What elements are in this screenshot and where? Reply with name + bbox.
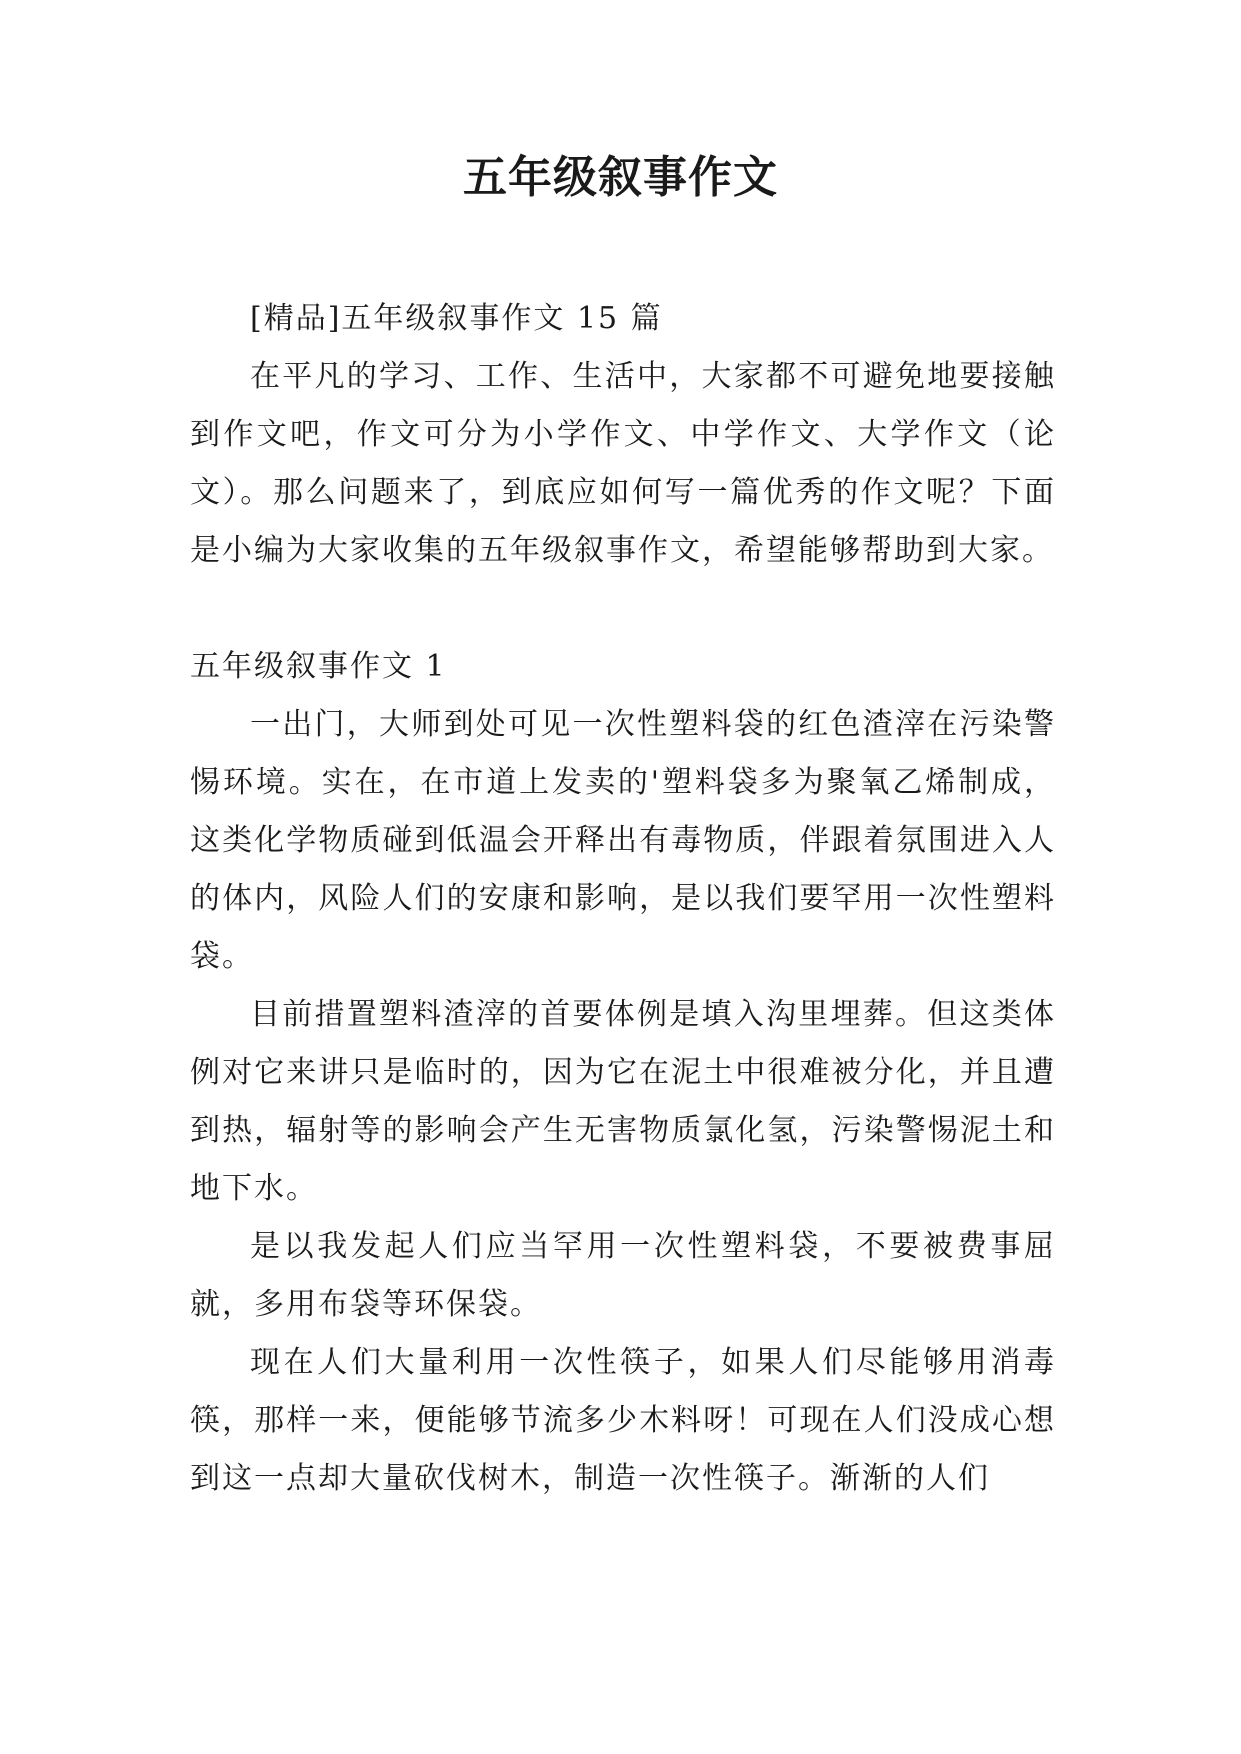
body-paragraph: 目前措置塑料渣滓的首要体例是填入沟里埋葬。但这类体例对它来讲只是临时的，因为它在泥土中很难被分化，并且遭到热，辐射等的影响会产生无害物质氯化氢，污染警惕泥土和地下水。 — [190, 997, 1056, 1206]
body-paragraph: 现在人们大量利用一次性筷子，如果人们尽能够用消毒筷，那样一来，便能够节流多少木料呀！可现在人们没成心想到这一点却大量砍伐树木，制造一次性筷子。渐渐的人们 — [190, 1345, 1056, 1496]
document-subtitle: [精品]五年级叙事作文 15 篇 — [250, 301, 663, 336]
body-paragraph: 一出门，大师到处可见一次性塑料袋的红色渣滓在污染警惕环境。实在，在市道上发卖的'塑料袋多为聚氧乙烯制成，这类化学物质碰到低温会开释出有毒物质，伴跟着氛围进入人的体内，风险人们的安康和影响，是以我们要罕用一次性塑料袋。 — [190, 707, 1056, 974]
document-body — [190, 290, 1056, 1508]
document-title: 五年级叙事作文 — [463, 152, 778, 203]
section-heading: 五年级叙事作文 1 — [190, 649, 447, 684]
intro-paragraph: 在平凡的学习、工作、生活中，大家都不可避免地要接触到作文吧，作文可分为小学作文、中学作文、大学作文（论文）。那么问题来了，到底应如何写一篇优秀的作文呢？下面是小编为大家收集的五年级叙事作文，希望能够帮助到大家。 — [190, 359, 1056, 568]
body-paragraph: 是以我发起人们应当罕用一次性塑料袋，不要被费事屈就，多用布袋等环保袋。 — [190, 1229, 1056, 1322]
